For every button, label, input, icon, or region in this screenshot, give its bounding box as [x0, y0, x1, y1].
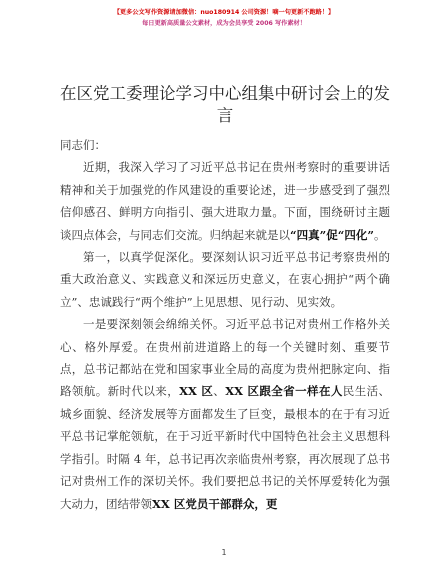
- intro-end: 。: [373, 227, 386, 242]
- promo-banner: [0, 7, 448, 29]
- salutation: 同志们：: [60, 138, 106, 152]
- banner-line-2: 每日更新高质量公文素材，成为会员享受 2006 写作素材！: [142, 20, 306, 27]
- document-body: [60, 134, 390, 515]
- document-title: 在区党工委理论学习中心组集中研讨会上的发言: [60, 84, 390, 125]
- paragraph-intro: [60, 156, 390, 246]
- page-number: 1: [221, 548, 227, 557]
- sub-point-text-e: ，更: [254, 496, 278, 511]
- sub-point-text-c: 、: [213, 384, 226, 399]
- banner-line-1: 【更多公文写作资源请加微信：nuo180914 公司资源！嘀一句更新不跑路！】: [113, 9, 335, 16]
- intro-bold-theme: “四真”促“四化”: [290, 227, 374, 242]
- sub-point-text-a: 一是要深刻领会绵绵关怀。习近平总书记对贵州工作格外关心、格外厚爱。在贵州前进道路上的每一个关键时刻、重要节点，总书记都站在党和国家事业全局的高度为贵州把脉定向、指路领航。新时代以来，: [60, 317, 390, 399]
- paragraph-sub-point-1: [60, 313, 390, 515]
- sub-point-text-d: 民生活、城乡面貌、经济发展等方面都发生了巨变，最根本的在于有习近平总书记掌舵领航，在于习近平新时代中国特色社会主义思想科学指引。时隔 4 年，总书记再次亲临贵州考察，再次展现了总书记对贵州工作的深切关怀。我们要把总书记的关怀厚爱转化为强大动力，团结带领: [60, 384, 391, 511]
- district-party-members: XX 区党员干部群众: [152, 496, 255, 511]
- district-name-2: XX 区跟全省一样在人: [225, 384, 343, 399]
- paragraph-first-point: 第一，以真学促深化。要深刻认识习近平总书记考察贵州的重大政治意义、实践意义和深远历史意义，在衷心拥护“两个确立”、忠诚践行“两个维护”上见思想、见行动、见实效。: [60, 250, 390, 309]
- district-name-1: XX 区: [179, 384, 214, 399]
- intro-text: 近期，我深入学习了习近平总书记在贵州考察时的重要讲话精神和关于加强党的作风建设的重要论述，进一步感受到了强烈信仰感召、鲜明方向指引、强大进取力量。下面，围绕研讨主题谈四点体会，与同志们交流。归纳起来就是以: [60, 160, 390, 242]
